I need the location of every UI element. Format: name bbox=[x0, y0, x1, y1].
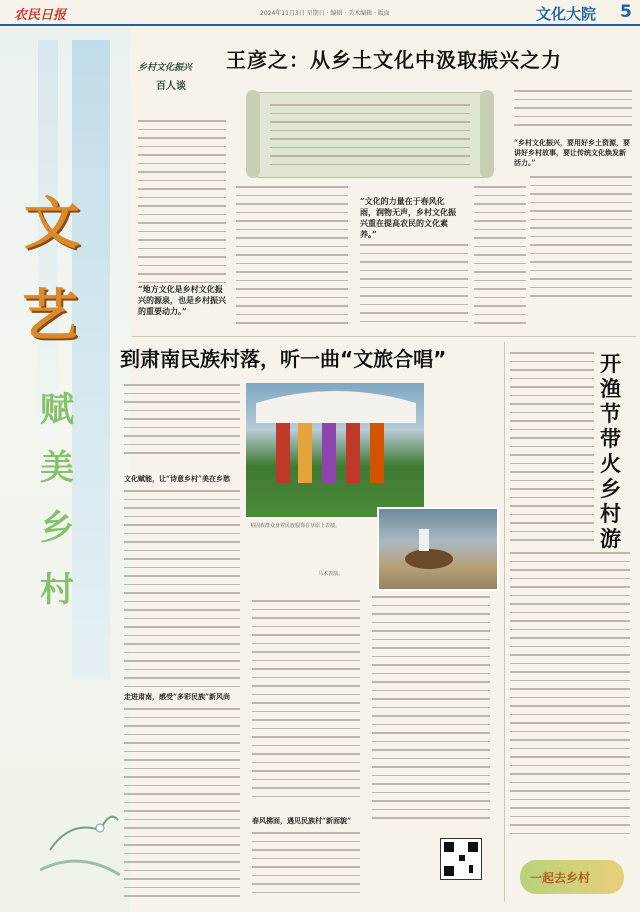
travel-badge-text: 一起去乡村 bbox=[530, 871, 591, 885]
scroll-text-lines bbox=[270, 104, 470, 172]
article1-col5-top bbox=[514, 90, 632, 133]
photo-performers bbox=[246, 383, 424, 517]
photo-horse-figure bbox=[379, 509, 497, 589]
photo-performers-figures bbox=[246, 383, 424, 517]
article2-subhead-3: 春风拂面，遇见民族村“新面貌” bbox=[252, 816, 352, 825]
article1-col3 bbox=[360, 244, 468, 329]
article2-title: 到肃南民族村落，听一曲“文旅合唱” bbox=[120, 347, 447, 371]
article1-pull-quote-1: “地方文化是乡村文化振兴的源泉，也是乡村振兴的重要动力。” bbox=[138, 284, 226, 316]
article3-col2 bbox=[510, 552, 630, 841]
page-number: 5 bbox=[620, 2, 632, 22]
article2-subhead-1: 文化赋能，让“诗意乡村”美在乡愁 bbox=[124, 474, 231, 483]
sidebar-char-yi: 艺 bbox=[22, 283, 78, 349]
photo-caption-2: 马术表演。 bbox=[318, 571, 344, 577]
qr-code-icon[interactable] bbox=[440, 838, 482, 880]
sidebar-crane-illustration bbox=[40, 780, 120, 880]
qr-code-pattern bbox=[441, 839, 481, 879]
paper-name: 农民日报 bbox=[14, 8, 67, 23]
article1-title: 王彦之：从乡土文化中汲取振兴之力 bbox=[226, 48, 562, 72]
article3-col1 bbox=[510, 352, 594, 548]
sidebar-waterfall bbox=[72, 40, 110, 680]
photo-caption-1: 裕固族群众身着民族服饰在草原上表演。 bbox=[250, 523, 341, 529]
sidebar-char-wen: 文 bbox=[24, 191, 80, 257]
article1-col2 bbox=[236, 186, 348, 331]
travel-badge bbox=[520, 860, 624, 894]
article2-col1c bbox=[124, 708, 240, 904]
article2-col1b bbox=[124, 490, 240, 694]
sidebar-vertical-4: 村 bbox=[40, 570, 74, 610]
article2-subhead-2: 走进肃南，感受“多彩民族”新风尚 bbox=[124, 692, 231, 701]
article2-col2 bbox=[252, 600, 360, 804]
scroll-roll-left bbox=[246, 90, 260, 178]
article2-col1 bbox=[124, 384, 240, 461]
photo-horse-riding bbox=[377, 507, 499, 591]
sidebar-vertical-3: 乡 bbox=[40, 508, 74, 548]
section-divider bbox=[132, 336, 636, 337]
article3-title: 开渔节带火乡村游 bbox=[600, 352, 621, 551]
column-logo-line1: 乡村文化振兴 bbox=[138, 63, 193, 73]
masthead-meta: 2024年11月3日 星期日 · 编辑 · 美术编辑 · 版面 bbox=[260, 10, 390, 17]
article1-col4 bbox=[474, 186, 526, 331]
sidebar-vertical-1: 赋 bbox=[40, 390, 74, 430]
article2-col2b bbox=[252, 832, 360, 900]
article1-col1 bbox=[138, 120, 226, 290]
column-logo bbox=[138, 60, 218, 104]
column-divider bbox=[504, 342, 505, 902]
sidebar-vertical-2: 美 bbox=[40, 448, 74, 488]
section-title: 文化大院 bbox=[536, 5, 597, 23]
article1-pull-quote-3: “乡村文化振兴，要用好乡土资源，要讲好乡村故事，要让传统文化焕发新活力。” bbox=[514, 138, 631, 167]
masthead-rule bbox=[0, 24, 640, 26]
article1-pull-quote-2: “文化的力量在于春风化雨，润物无声，乡村文化振兴重在提高农民的文化素养。” bbox=[360, 196, 456, 239]
article2-col3 bbox=[372, 596, 490, 826]
article1-col5 bbox=[530, 176, 632, 304]
column-logo-line2: 百人谈 bbox=[156, 81, 186, 92]
scroll-roll-right bbox=[480, 90, 494, 178]
